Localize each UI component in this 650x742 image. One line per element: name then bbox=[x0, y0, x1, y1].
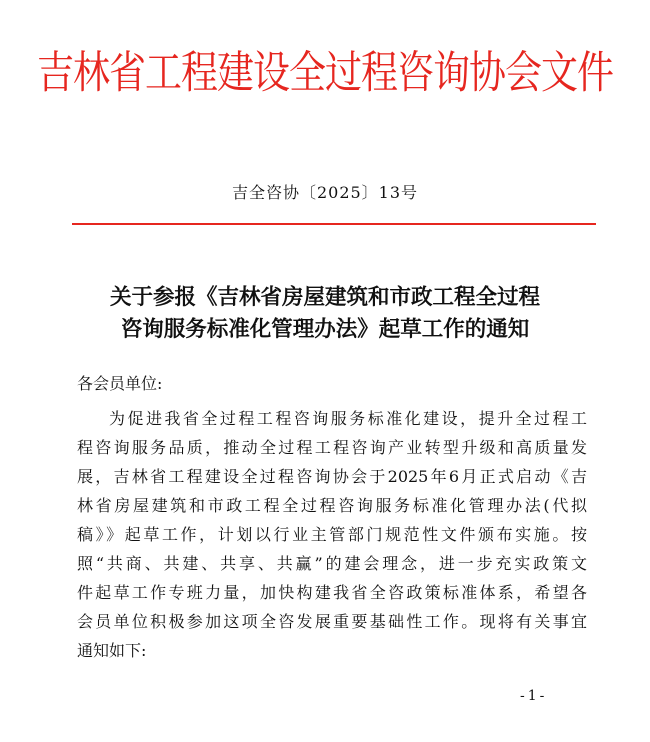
header-divider bbox=[72, 223, 596, 225]
notice-title-line: 关于参报《吉林省房屋建筑和市政工程全过程 bbox=[109, 285, 540, 310]
body-line: 照“共商、共建、共享、共赢”的建会理念，进一步充实政策文 bbox=[77, 554, 587, 573]
notice-title bbox=[40, 282, 610, 346]
body-line: 为促进我省全过程工程咨询服务标准化建设，提升全过程工 bbox=[109, 409, 587, 428]
body-line: 展，吉林省工程建设全过程咨询协会于2025年6月正式启动《吉 bbox=[77, 467, 587, 486]
body-line: 林省房屋建筑和市政工程全过程咨询服务标准化管理办法(代拟 bbox=[77, 496, 587, 515]
notice-title-line: 咨询服务标准化管理办法》起草工作的通知 bbox=[120, 317, 530, 342]
body-line: 稿》》起草工作，计划以行业主管部门规范性文件颁布实施。按 bbox=[77, 525, 587, 544]
body-line: 会员单位积极参加这项全咨发展重要基础性工作。现将有关事宜 bbox=[77, 612, 587, 631]
body-line: 程咨询服务品质，推动全过程工程咨询产业转型升级和高质量发 bbox=[77, 438, 587, 457]
body-line: 件起草工作专班力量，加快构建我省全咨政策标准体系，希望各 bbox=[77, 583, 587, 602]
salutation: 各会员单位: bbox=[77, 374, 163, 393]
body-paragraph bbox=[77, 404, 587, 665]
page-number: -1- bbox=[520, 688, 548, 704]
body-line: 通知如下: bbox=[77, 641, 147, 660]
document-header-title: 吉林省工程建设全过程咨询协会文件 bbox=[37, 46, 613, 99]
document-number: 吉全咨协〔2025〕13号 bbox=[231, 183, 419, 202]
